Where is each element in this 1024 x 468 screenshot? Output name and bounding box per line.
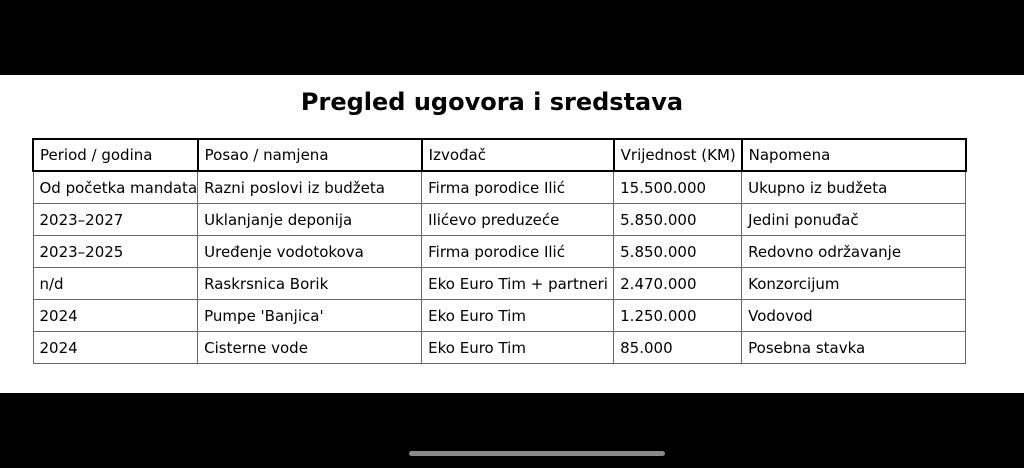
- cell-value: 1.250.000: [614, 300, 742, 332]
- cell-contractor: Firma porodice Ilić: [422, 236, 614, 268]
- cell-note: Ukupno iz budžeta: [742, 171, 966, 204]
- cell-value: 85.000: [614, 332, 742, 364]
- cell-value: 5.850.000: [614, 236, 742, 268]
- cell-note: Redovno održavanje: [742, 236, 966, 268]
- cell-value: 2.470.000: [614, 268, 742, 300]
- cell-contractor: Eko Euro Tim + partneri: [422, 268, 614, 300]
- cell-value: 15.500.000: [614, 171, 742, 204]
- cell-note: Posebna stavka: [742, 332, 966, 364]
- cell-job: Uređenje vodotokova: [198, 236, 422, 268]
- cell-contractor: Ilićevo preduzeće: [422, 204, 614, 236]
- cell-job: Razni poslovi iz budžeta: [198, 171, 422, 204]
- table-row: [33, 300, 966, 332]
- cell-period: 2023–2027: [33, 204, 198, 236]
- column-header-period: Period / godina: [33, 139, 198, 171]
- table-header-row: [33, 139, 966, 171]
- cell-job: Pumpe 'Banjica': [198, 300, 422, 332]
- cell-period: Od početka mandata: [33, 171, 198, 204]
- column-header-note: Napomena: [742, 139, 966, 171]
- home-indicator[interactable]: [409, 451, 665, 456]
- cell-job: Cisterne vode: [198, 332, 422, 364]
- contracts-table: [32, 138, 967, 364]
- cell-period: 2023–2025: [33, 236, 198, 268]
- column-header-value: Vrijednost (KM): [614, 139, 742, 171]
- column-header-job: Posao / namjena: [198, 139, 422, 171]
- column-header-contractor: Izvođač: [422, 139, 614, 171]
- cell-contractor: Eko Euro Tim: [422, 332, 614, 364]
- table-row: [33, 171, 966, 204]
- cell-note: Jedini ponuđač: [742, 204, 966, 236]
- cell-job: Raskrsnica Borik: [198, 268, 422, 300]
- cell-note: Vodovod: [742, 300, 966, 332]
- cell-job: Uklanjanje deponija: [198, 204, 422, 236]
- cell-period: 2024: [33, 300, 198, 332]
- table-row: [33, 236, 966, 268]
- table-row: [33, 332, 966, 364]
- cell-period: n/d: [33, 268, 198, 300]
- cell-contractor: Eko Euro Tim: [422, 300, 614, 332]
- table-row: [33, 268, 966, 300]
- cell-value: 5.850.000: [614, 204, 742, 236]
- page-title: Pregled ugovora i sredstava: [300, 88, 684, 116]
- document-page: [0, 75, 1024, 393]
- cell-contractor: Firma porodice Ilić: [422, 171, 614, 204]
- cell-period: 2024: [33, 332, 198, 364]
- table-row: [33, 204, 966, 236]
- cell-note: Konzorcijum: [742, 268, 966, 300]
